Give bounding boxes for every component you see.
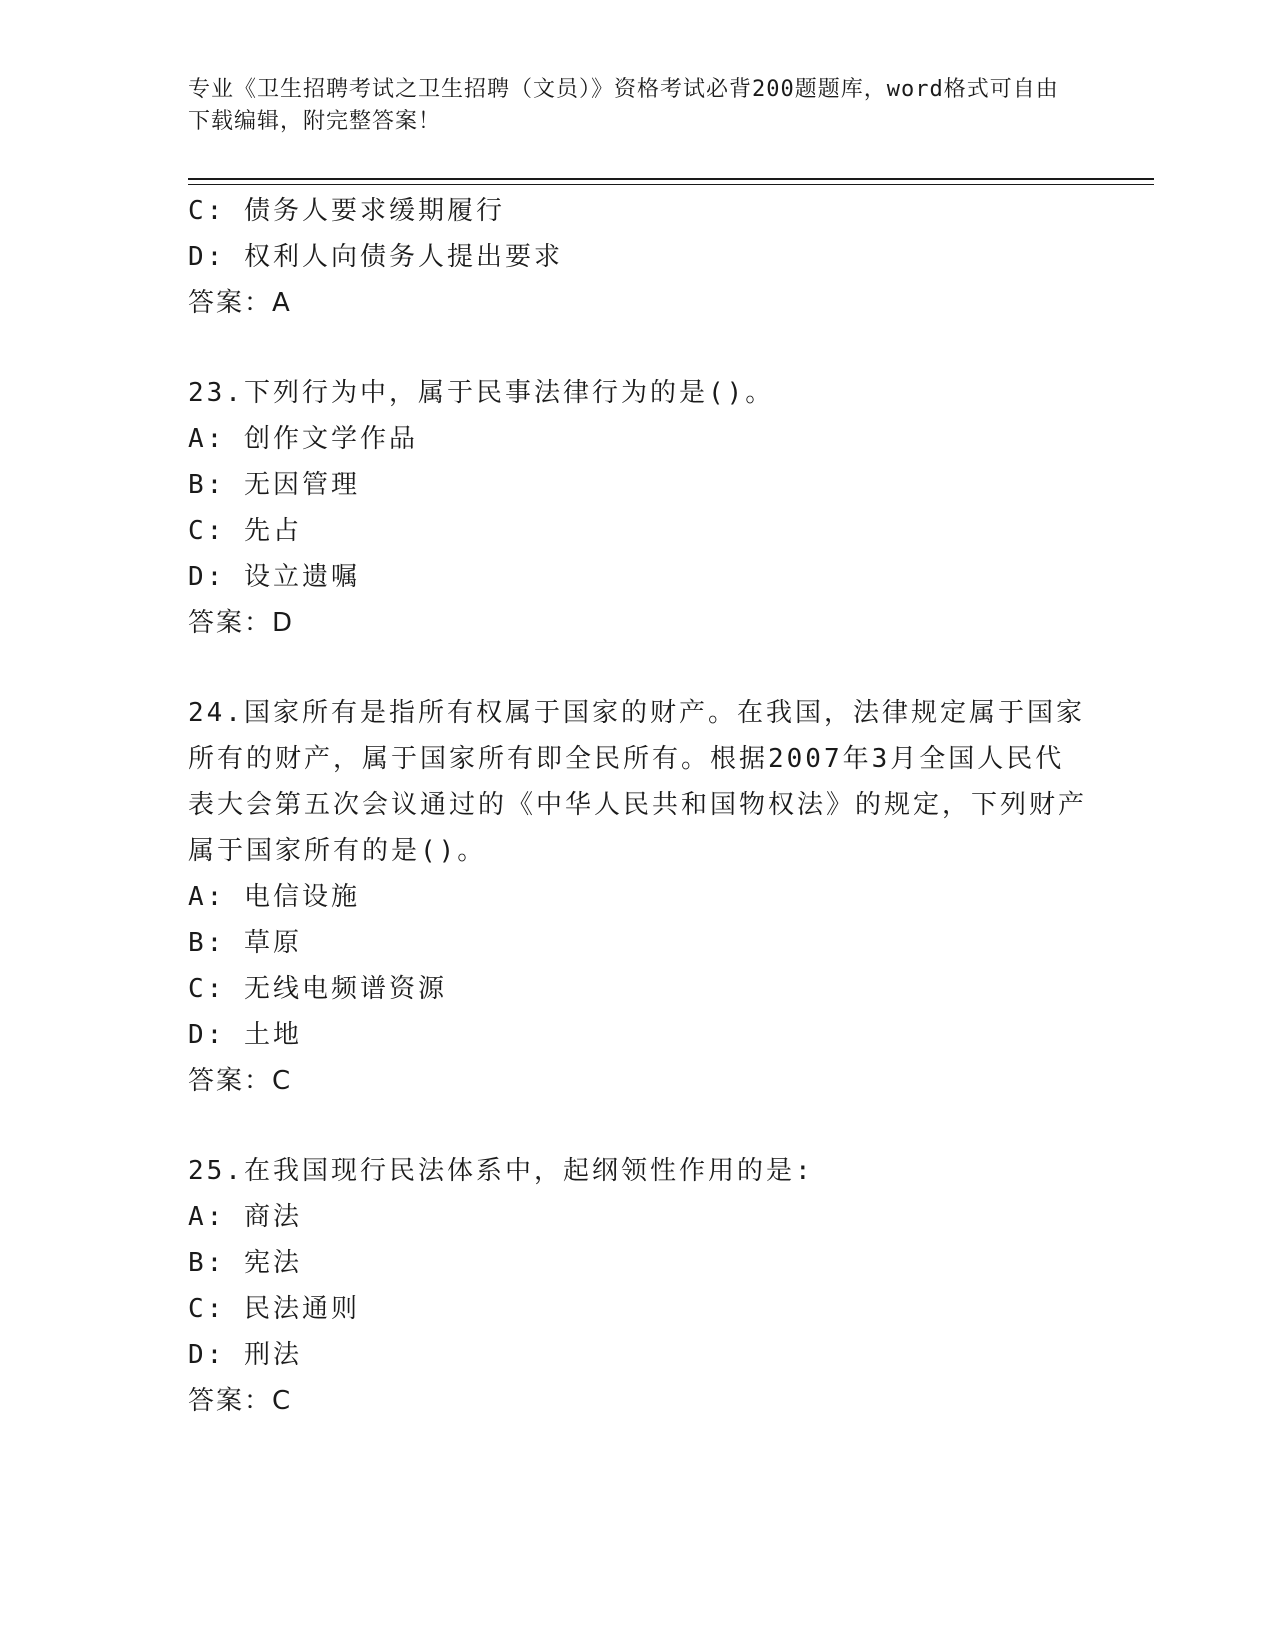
- option-c: C: 先占: [188, 516, 302, 546]
- question-23: [188, 370, 1088, 646]
- option-b: B: 宪法: [188, 1248, 302, 1278]
- question-25: [188, 1148, 1088, 1424]
- option-c: C: 债务人要求缓期履行: [188, 196, 505, 226]
- option-d: D: 刑法: [188, 1340, 302, 1370]
- option-b: B: 草原: [188, 928, 302, 958]
- question-stem: 25.在我国现行民法体系中，起纲领性作用的是:: [188, 1156, 814, 1186]
- option-d: D: 设立遗嘱: [188, 562, 360, 592]
- option-d: D: 权利人向债务人提出要求: [188, 242, 563, 272]
- header-divider-thick: [188, 178, 1154, 180]
- answer-line: 答案：D: [188, 608, 295, 638]
- option-a: A: 商法: [188, 1202, 302, 1232]
- answer-line: 答案：C: [188, 1066, 293, 1096]
- option-a: A: 创作文学作品: [188, 424, 418, 454]
- document-body: [188, 188, 1088, 1424]
- answer-line: 答案：A: [188, 288, 292, 318]
- question-stem: 24.国家所有是指所有权属于国家的财产。在我国，法律规定属于国家所有的财产，属于国家所有即全民所有。根据2007年3月全国人民代表大会第五次会议通过的《中华人民共和国物权法》的规定，下列财产属于国家所有的是()。: [188, 698, 1088, 866]
- question-stem: 23.下列行为中，属于民事法律行为的是()。: [188, 378, 775, 408]
- header-divider-thin: [188, 184, 1154, 185]
- document-header: 专业《卫生招聘考试之卫生招聘（文员）》资格考试必背200题题库，word格式可自由下载编辑，附完整答案！: [188, 77, 1059, 134]
- option-a: A: 电信设施: [188, 882, 360, 912]
- option-b: B: 无因管理: [188, 470, 360, 500]
- question-24: [188, 690, 1088, 1104]
- continued-question: [188, 188, 1088, 326]
- answer-line: 答案：C: [188, 1386, 293, 1416]
- option-d: D: 土地: [188, 1020, 302, 1050]
- option-c: C: 无线电频谱资源: [188, 974, 447, 1004]
- option-c: C: 民法通则: [188, 1294, 360, 1324]
